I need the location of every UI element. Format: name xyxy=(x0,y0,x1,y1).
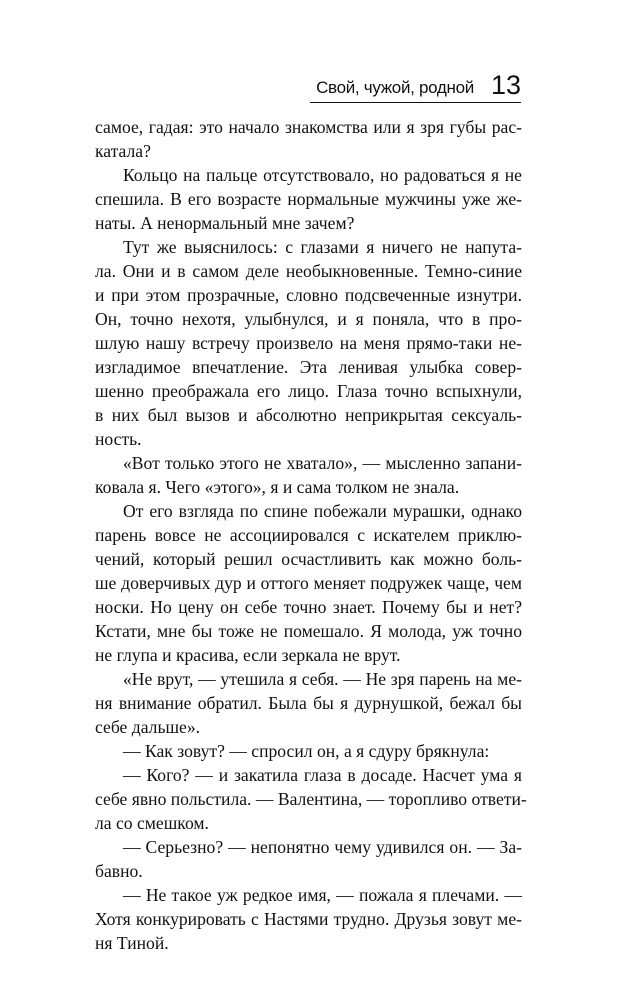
paragraph xyxy=(95,499,522,667)
text-line: — Не такое уж редкое имя, — пожала я плечами. — xyxy=(123,885,522,905)
paragraph xyxy=(95,451,522,499)
running-head xyxy=(0,70,521,106)
text-line: От его взгляда по спине побежали мурашки, однако xyxy=(123,501,522,521)
text-line: «Вот только этого не хватало», — мысленно запани- xyxy=(123,453,522,473)
header-rule xyxy=(310,102,521,103)
text-line: бавно. xyxy=(95,861,143,881)
paragraph xyxy=(95,235,522,451)
paragraph xyxy=(95,163,522,235)
body-text xyxy=(95,115,527,955)
text-line: парень вовсе не ассоциировался с искателем приклю- xyxy=(95,525,522,545)
text-line: Кстати, мне бы тоже не помешало. Я молода, уж точно xyxy=(95,621,522,641)
text-line: «Не врут, — утешила я себя. — Не зря парень на ме- xyxy=(123,669,522,689)
paragraph xyxy=(95,835,522,883)
text-line: себе явно польстила. — Валентина, — торопливо ответи- xyxy=(95,789,527,809)
text-line: наты. А ненормальный мне зачем? xyxy=(95,213,355,233)
text-line: Он, точно нехотя, улыбнулся, и я поняла, что в про- xyxy=(95,309,522,329)
running-title: Свой, чужой, родной xyxy=(316,78,474,97)
text-line: — Серьезно? — непонятно чему удивился он. — За- xyxy=(123,837,522,857)
page-number: 13 xyxy=(490,70,521,100)
text-line: Тут же выяснилось: с глазами я ничего не напута- xyxy=(123,237,522,257)
text-line: в них был вызов и абсолютно неприкрытая сексуаль- xyxy=(95,405,522,425)
text-line: и при этом прозрачные, словно подсвеченные изнутри. xyxy=(95,285,522,305)
text-line: спешила. В его возрасте нормальные мужчины уже же- xyxy=(95,189,522,209)
text-line: — Как зовут? — спросил он, а я сдуру брякнула: xyxy=(123,741,490,761)
text-line: ня внимание обратил. Была бы я дурнушкой, бежал бы xyxy=(95,693,522,713)
text-line: ность. xyxy=(95,429,142,449)
text-line: изгладимое впечатление. Эта ленивая улыбка совер- xyxy=(95,357,522,377)
text-line: шлую нашу встречу произвело на меня прямо-таки не- xyxy=(95,333,522,353)
paragraph xyxy=(95,667,522,739)
text-line: ня Тиной. xyxy=(95,933,169,953)
text-line: ла. Они и в самом деле необыкновенные. Темно-синие xyxy=(95,261,522,281)
text-line: ла со смешком. xyxy=(95,813,209,833)
text-line: — Кого? — и закатила глаза в досаде. Насчет ума я xyxy=(123,765,522,785)
paragraph xyxy=(95,115,522,163)
paragraph xyxy=(95,763,527,835)
paragraph xyxy=(95,883,522,955)
text-line: ковала я. Чего «этого», я и сама толком не знала. xyxy=(95,477,460,497)
text-line: ше доверчивых дур и оттого меняет подружек чаще, чем xyxy=(95,573,522,593)
text-line: шенно преображала его лицо. Глаза точно вспыхнули, xyxy=(95,381,522,401)
text-line: Хотя конкурировать с Настями трудно. Друзья зовут ме- xyxy=(95,909,522,929)
text-line: носки. Но цену он себе точно знает. Почему бы и нет? xyxy=(95,597,522,617)
text-line: самое, гадая: это начало знакомства или я зря губы рас- xyxy=(95,117,522,137)
paragraph xyxy=(95,739,522,763)
text-line: чений, который решил осчастливить как можно боль- xyxy=(95,549,522,569)
text-line: Кольцо на пальце отсутствовало, но радоваться я не xyxy=(123,165,522,185)
text-line: не глупа и красива, если зеркала не врут. xyxy=(95,645,401,665)
text-line: катала? xyxy=(95,141,151,161)
text-line: себе дальше». xyxy=(95,717,201,737)
